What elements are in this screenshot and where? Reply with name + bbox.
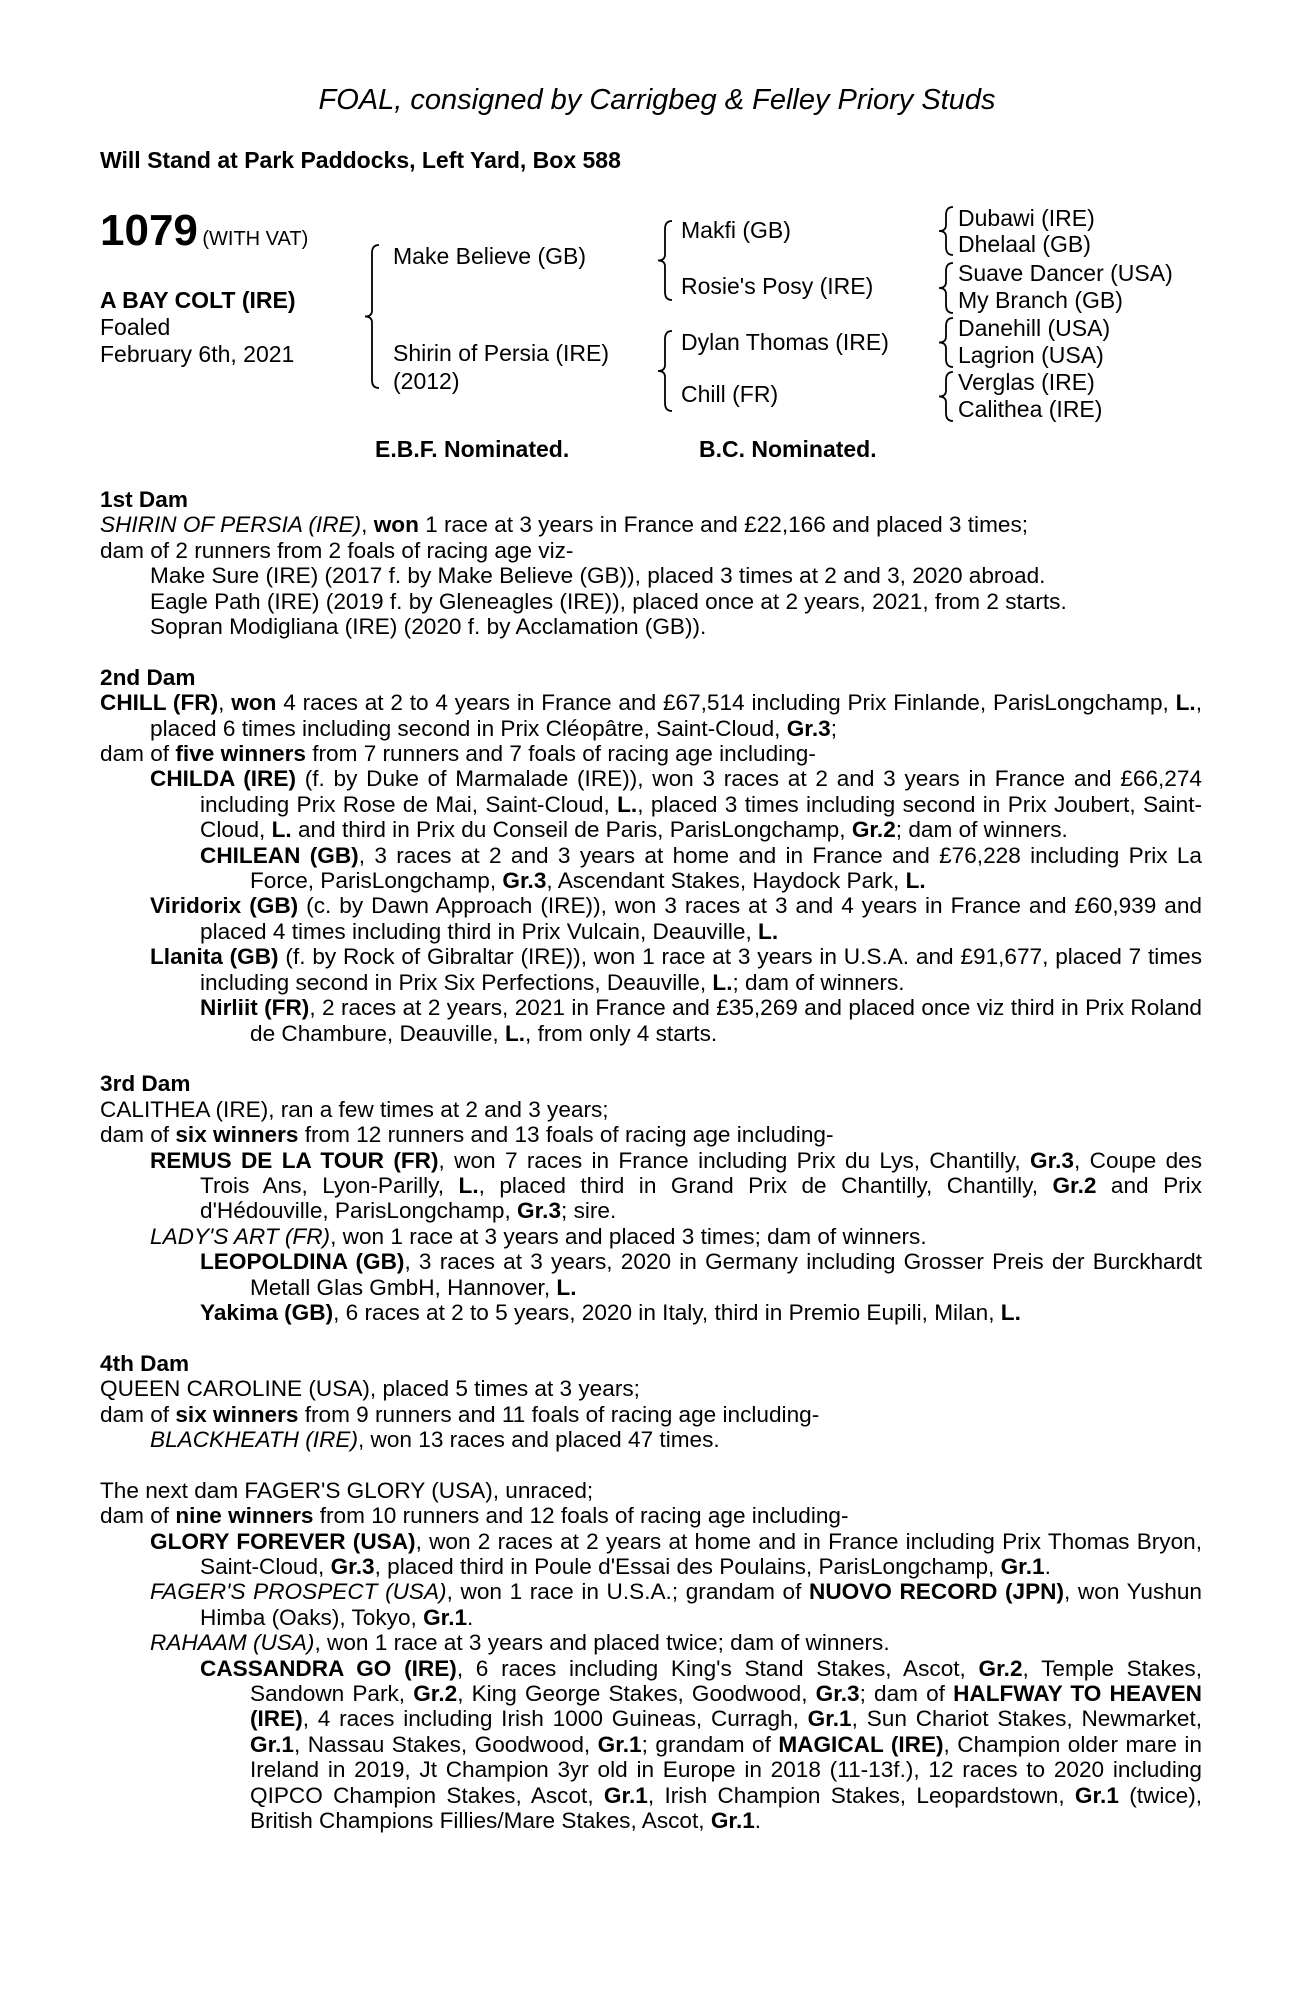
text-run: ; dam of winners.: [895, 817, 1068, 843]
text-run: , Coupe des Trois Ans, Lyon-Parilly,: [200, 1147, 1202, 1198]
text-run: .: [467, 1604, 474, 1630]
bold-text: L.: [556, 1274, 577, 1300]
text-run: .: [1044, 1554, 1051, 1579]
bc-nominated: B.C. Nominated.: [699, 436, 877, 462]
pedigree-entry: [100, 512, 1202, 537]
bold-text: Gr.2: [978, 1655, 1023, 1681]
text-run: (f. by Duke of Marmalade (IRE)), won 3 races at 2 and 3 years in France and £66,274 including Prix Rose de Mai, Saint-Cloud,: [200, 766, 1202, 817]
pedigree-entry: [100, 614, 1202, 639]
text-run: ; grandam of: [641, 1731, 779, 1757]
pedigree-entry: [100, 1503, 1202, 1528]
text-run: , won 13 races and placed 47 times.: [357, 1426, 720, 1452]
lot-header: [100, 206, 308, 256]
text-run: and third in Prix du Conseil de Paris, ParisLongchamp,: [291, 817, 852, 843]
text-run: , placed 3 times including second in Prix Joubert, Saint-Cloud,: [200, 791, 1203, 843]
pedigree-entry: [100, 843, 1202, 894]
pedigree-ancestor: Calithea (IRE): [958, 396, 1103, 422]
bold-text: Gr.1: [807, 1706, 852, 1732]
bold-text: Gr.3: [517, 1198, 562, 1224]
text-run: CALITHEA (IRE), ran a few times at 2 and 3 years;: [100, 1096, 609, 1122]
text-run: , Champion older mare in Ireland in 2019, Jt Champion 3yr old in Europe in 2018 (11-13f.), 12 races to 2020 including QIPCO Champion Stakes, Ascot,: [250, 1731, 1202, 1808]
bold-text: L.: [1000, 1299, 1021, 1325]
dam-section: [100, 487, 1202, 639]
pedigree-dam-year: (2012): [393, 368, 460, 394]
text-run: 1 race at 3 years in France and £22,166 and placed 3 times;: [418, 512, 1029, 538]
text-run: , 6 races including King's Stand Stakes, Ascot,: [456, 1655, 979, 1681]
bold-text: six winners: [175, 1401, 299, 1427]
bold-text: L.: [758, 918, 779, 944]
italic-text: BLACKHEATH (IRE): [150, 1426, 358, 1452]
bold-text: L.: [1175, 690, 1196, 716]
pedigree-ancestor: Danehill (USA): [958, 315, 1111, 341]
pedigree-entry: [100, 1478, 1202, 1503]
foaled-label: Foaled: [100, 314, 171, 340]
bold-text: Gr.1: [423, 1604, 468, 1630]
brace-icon: [658, 221, 672, 300]
stable-location: Will Stand at Park Paddocks, Left Yard, Box 588: [100, 147, 621, 173]
pedigree-entry: [100, 1402, 1202, 1427]
pedigree-dam-dam: Chill (FR): [681, 381, 779, 407]
text-run: dam of: [100, 1503, 176, 1529]
pedigree-entry: [100, 995, 1202, 1046]
text-run: , placed third in Poule d'Essai des Poulains, ParisLongchamp,: [374, 1554, 1001, 1579]
text-run: , 3 races at 2 and 3 years at home and in France and £76,228 including Prix La Force, ParisLongchamp,: [250, 842, 1202, 894]
text-run: dam of: [100, 1401, 176, 1427]
pedigree-entry: [100, 1630, 1202, 1655]
text-run: , Temple Stakes, Sandown Park,: [250, 1655, 1202, 1707]
text-run: , 4 races including Irish 1000 Guineas, Curragh,: [302, 1706, 808, 1732]
pedigree-dam: Shirin of Persia (IRE): [393, 340, 610, 366]
text-run: and Prix d'Hédouville, ParisLongchamp,: [200, 1172, 1202, 1224]
pedigree-entry: [100, 1249, 1202, 1300]
dam-section: [100, 1351, 1202, 1453]
text-run: dam of 2 runners from 2 foals of racing age viz-: [100, 537, 574, 563]
brace-icon: [939, 372, 953, 421]
text-run: , won 1 race in U.S.A.; grandam of: [446, 1579, 810, 1605]
pedigree-sire-dam: Rosie's Posy (IRE): [681, 273, 874, 299]
text-run: ,: [218, 690, 232, 716]
bold-text: L.: [271, 817, 292, 843]
text-run: , won 7 races in France including Prix du Lys, Chantilly,: [438, 1147, 1031, 1173]
italic-text: LADY'S ART (FR): [150, 1223, 331, 1249]
pedigree-entry: [100, 893, 1202, 944]
bold-text: Llanita (GB): [150, 944, 279, 970]
dam-section: [100, 1071, 1202, 1325]
bold-text: Gr.1: [250, 1731, 294, 1757]
text-run: (f. by Rock of Gibraltar (IRE)), won 1 race at 3 years in U.S.A. and £91,677, placed 7 times including second in Prix Six Perfections, Deauville,: [200, 944, 1202, 995]
bold-text: GLORY FOREVER (USA): [150, 1528, 416, 1554]
text-run: , placed third in Grand Prix de Chantilly, Chantilly,: [478, 1172, 1053, 1198]
text-run: , Sun Chariot Stakes, Newmarket,: [851, 1706, 1202, 1732]
pedigree-entry: [100, 766, 1202, 842]
pedigree-entry: [100, 1579, 1202, 1630]
text-run: dam of: [100, 1122, 176, 1148]
bold-text: Gr.2: [851, 817, 896, 843]
text-run: (c. by Dawn Approach (IRE)), won 3 races at 3 and 4 years in France and £60,939 and placed 4 times including third in Prix Vulcain, Deauville,: [200, 893, 1202, 944]
bold-text: CHILEAN (GB): [200, 842, 359, 868]
catalogue-page-body: [100, 487, 1202, 1859]
bold-text: Gr.3: [786, 715, 831, 741]
bold-text: Viridorix (GB): [150, 893, 299, 919]
bold-text: won: [373, 512, 419, 538]
text-run: Make Sure (IRE) (2017 f. by Make Believe (GB)), placed 3 times at 2 and 3, 2020 abroad.: [150, 563, 1046, 589]
bold-text: NUOVO RECORD (JPN): [809, 1579, 1065, 1605]
bold-text: REMUS DE LA TOUR (FR): [150, 1147, 439, 1173]
section-heading: 2nd Dam: [100, 664, 196, 690]
bold-text: Yakima (GB): [200, 1299, 334, 1325]
bold-text: six winners: [175, 1122, 299, 1148]
pedigree-ancestor: Lagrion (USA): [958, 342, 1104, 368]
pedigree-entry: [100, 741, 1202, 766]
section-heading: 4th Dam: [100, 1350, 190, 1376]
foaled-date: February 6th, 2021: [100, 341, 295, 367]
pedigree-entry: [100, 1300, 1202, 1325]
text-run: dam of: [100, 741, 176, 767]
pedigree-ancestor: Dhelaal (GB): [958, 231, 1091, 257]
bold-text: Gr.1: [597, 1731, 642, 1757]
bold-text: Gr.1: [1000, 1554, 1045, 1579]
pedigree-entry: [100, 589, 1202, 614]
brace-icon: [939, 318, 953, 367]
bold-text: L.: [712, 969, 733, 995]
bold-text: L.: [504, 1020, 526, 1046]
text-run: , 3 races at 3 years, 2020 in Germany including Grosser Preis der Burckhardt Metall Glas GmbH, Hannover,: [250, 1249, 1202, 1300]
pedigree-entry: [100, 1122, 1202, 1147]
bold-text: Gr.1: [710, 1808, 755, 1834]
text-run: The next dam FAGER'S GLORY (USA), unraced;: [100, 1477, 594, 1503]
text-run: 4 races at 2 to 4 years in France and £67,514 including Prix Finlande, ParisLongchamp,: [276, 690, 1176, 716]
text-run: ; dam of winners.: [732, 969, 905, 995]
bold-text: Gr.3: [502, 868, 547, 894]
pedigree-ancestor: Dubawi (IRE): [958, 205, 1095, 231]
bold-text: Gr.3: [1030, 1147, 1074, 1173]
bold-text: Gr.2: [413, 1681, 458, 1707]
pedigree-ancestor: Suave Dancer (USA): [958, 260, 1173, 286]
italic-text: FAGER'S PROSPECT (USA): [150, 1579, 447, 1605]
pedigree-entry: [100, 538, 1202, 563]
text-run: , Nassau Stakes, Goodwood,: [293, 1731, 598, 1757]
bold-text: L.: [458, 1172, 479, 1198]
brace-icon: [939, 263, 953, 313]
text-run: from 7 runners and 7 foals of racing age including-: [305, 741, 816, 767]
text-run: , won 2 races at 2 years at home and in France including Prix Thomas Bryon, Saint-Cloud,: [200, 1528, 1202, 1579]
lot-description: A BAY COLT (IRE): [100, 287, 296, 313]
italic-text: SHIRIN OF PERSIA (IRE): [100, 512, 362, 538]
text-run: ;: [830, 715, 837, 741]
vat-note: (WITH VAT): [202, 228, 309, 250]
pedigree-sire: Make Believe (GB): [393, 243, 587, 269]
text-run: .: [754, 1808, 762, 1834]
ebf-nominated: E.B.F. Nominated.: [375, 436, 570, 462]
text-run: , Ascendant Stakes, Haydock Park,: [546, 868, 906, 894]
text-run: , Irish Champion Stakes, Leopardstown,: [647, 1782, 1075, 1808]
text-run: , placed 6 times including second in Prix Cléopâtre, Saint-Cloud,: [150, 690, 1202, 741]
text-run: from 12 runners and 13 foals of racing age including-: [298, 1122, 834, 1148]
bold-text: HALFWAY TO HEAVEN (IRE): [250, 1681, 1202, 1732]
text-run: Sopran Modigliana (IRE) (2020 f. by Acclamation (GB)).: [150, 614, 707, 640]
pedigree-entry: [100, 1529, 1202, 1580]
pedigree-dam-sire: Dylan Thomas (IRE): [681, 329, 889, 355]
pedigree-entry: [100, 1097, 1202, 1122]
catalogue-title: FOAL, consigned by Carrigbeg & Felley Priory Studs: [318, 84, 996, 116]
bold-text: MAGICAL (IRE): [778, 1731, 944, 1757]
text-run: ; sire.: [561, 1198, 617, 1224]
text-run: (twice), British Champions Fillies/Mare Stakes, Ascot,: [250, 1782, 1202, 1834]
bold-text: Gr.3: [815, 1681, 860, 1707]
bold-text: CHILL (FR): [100, 690, 219, 716]
text-run: , 2 races at 2 years, 2021 in France and £35,269 and placed once viz third in Prix Roland de Chambure, Deauville,: [250, 995, 1202, 1046]
bold-text: CHILDA (IRE): [150, 766, 296, 792]
bold-text: Gr.1: [603, 1782, 648, 1808]
pedigree-entry: [100, 1224, 1202, 1249]
text-run: , 6 races at 2 to 5 years, 2020 in Italy, third in Premio Eupili, Milan,: [333, 1299, 1001, 1325]
text-run: from 10 runners and 12 foals of racing age including-: [313, 1503, 849, 1529]
text-run: QUEEN CAROLINE (USA), placed 5 times at 3 years;: [100, 1376, 640, 1402]
bold-text: won: [231, 690, 277, 716]
pedigree-entry: [100, 563, 1202, 588]
text-run: ; dam of: [859, 1681, 954, 1707]
pedigree-ancestor: Verglas (IRE): [958, 369, 1095, 395]
dam-section: [100, 665, 1202, 1046]
pedigree-entry: [100, 1376, 1202, 1401]
text-run: ,: [361, 512, 374, 538]
section-heading: 1st Dam: [100, 487, 188, 512]
bold-text: five winners: [175, 741, 306, 767]
brace-icon: [939, 207, 953, 255]
bold-text: Gr.3: [330, 1554, 375, 1579]
text-run: , from only 4 starts.: [525, 1020, 718, 1046]
lot-number: 1079: [100, 206, 198, 255]
pedigree-entry: [100, 690, 1202, 741]
bold-text: Nirliit (FR): [200, 995, 310, 1021]
pedigree-entry: [100, 1656, 1202, 1834]
text-run: from 9 runners and 11 foals of racing age including-: [298, 1401, 820, 1427]
brace-icon: [658, 331, 672, 411]
bold-text: nine winners: [175, 1503, 314, 1529]
bold-text: Gr.2: [1052, 1172, 1097, 1198]
text-run: , King George Stakes, Goodwood,: [457, 1681, 816, 1707]
bold-text: LEOPOLDINA (GB): [200, 1249, 405, 1275]
pedigree-entry: [100, 1148, 1202, 1224]
brace-icon: [365, 245, 379, 388]
bold-text: L.: [905, 868, 926, 894]
bold-text: L.: [617, 791, 638, 817]
text-run: , won 1 race at 3 years and placed twice; dam of winners.: [314, 1630, 890, 1656]
text-run: , won Yushun Himba (Oaks), Tokyo,: [200, 1579, 1202, 1630]
bold-text: Gr.1: [1074, 1782, 1119, 1808]
pedigree-sire-sire: Makfi (GB): [681, 217, 791, 243]
bold-text: CASSANDRA GO (IRE): [200, 1655, 457, 1681]
section-heading: 3rd Dam: [100, 1071, 191, 1097]
pedigree-entry: [100, 1427, 1202, 1452]
pedigree-entry: [100, 944, 1202, 995]
italic-text: RAHAAM (USA): [150, 1630, 315, 1656]
pedigree-ancestor: My Branch (GB): [958, 287, 1123, 313]
text-run: , won 1 race at 3 years and placed 3 times; dam of winners.: [330, 1223, 927, 1249]
dam-section: [100, 1478, 1202, 1834]
text-run: Eagle Path (IRE) (2019 f. by Gleneagles (IRE)), placed once at 2 years, 2021, from 2 starts.: [150, 588, 1067, 614]
